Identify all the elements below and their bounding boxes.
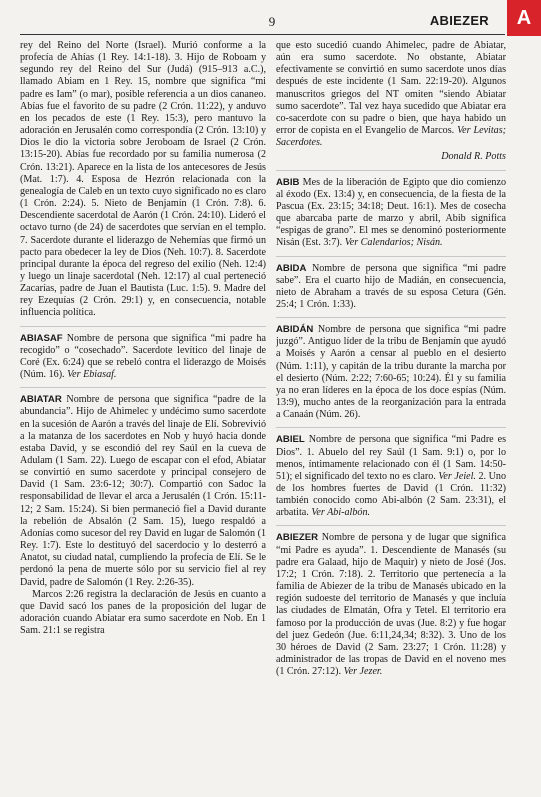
definition-text: Nombre de persona y de lugar que significa “mi Padre es ayuda”. 1. Descendiente de Manasés (su padre era Galaad, hijo de Maquir) y nieto de José (Jos. 17:2; 1 Crón. 7:18). 2. Territorio que pertenecía a la familia de Abiezer de la tribu de Manasés ubicado en la región sudoeste del territorio de Manasés y que incluía las ciudades de Elmatán, Ofra y Tetel. El territorio era famoso por la producción de uvas (Jue. 8:2) y fue hogar del juez Gedeón (Jue. 6:11,24,34; 8:32). 3. Uno de los 30 héroes de David (2 Sam. 23:27; 1 Crón. 11:28) y administrador de las tropas de David en el noveno mes (1 Crón. 27:12). — [276, 532, 506, 678]
entry-abiasaf — [20, 326, 266, 382]
headword: ABIEL — [276, 434, 305, 446]
definition-text: Nombre de persona que significa “padre de la abundancia”. Hijo de Ahimelec y undécimo sumo sacerdote en la sucesión de Aarón a través del linaje de Elí. Sobrevivió a la matanza de los sacerdotes en Nob y huyó hacia donde estaba David, y se escondió del rey Saúl en la cueva de Adulam (1 Sam. 22). Luego de escapar con el efod, Abiatar se convirtió en sumo sacerdote y principal consejero de David (1 Sam. 23:6-12; 30:7). Compartió con Sadoc la responsabilidad de llevar el arca a Jerusalén (1 Crón. 15:11-12; 2 Sam. 15:24). Si bien permaneció fiel a David durante la rebelión de Absalón (2 Sam. 15), luego respaldó a Adonías como sucesor del rey David en lugar de Salomón (1 Rey. 1:7). Este lo destituyó del sacerdocio y lo desterró a Anatot, su ciudad natal, cumpliendo la profecía de Elí. Se le perdonó la pena de muerte sólo por su servicio fiel al rey David, padre de Salomón (1 Rey. 2:26-35). — [20, 394, 266, 588]
entry-abida — [276, 256, 506, 312]
see-also: Ver Abi-albón. — [311, 507, 371, 519]
headword: ABIDA — [276, 262, 307, 274]
see-also: Ver Ebiasaf. — [67, 369, 117, 381]
headword: ABIASAF — [20, 332, 63, 344]
right-column — [276, 40, 506, 780]
see-also: Ver Jeiel. — [438, 470, 476, 482]
definition-text: Marcos 2:26 registra la declaración de Jesús en cuanto a que David sacó los panes de la proposición del lugar de adoración cuando Abiatar era sumo sacerdote en Nob. En 1 Sam. 21:1 se registra — [20, 588, 266, 637]
entry-continuation-text: rey del Reino del Norte (Israel). Murió conforme a la profecía de Ahías (1 Rey. 14:1-18). 3. Hijo de Roboam y segundo rey del Reino del Sur (Judá) (915–913 a.C.), llamado Abiam en 1 Rey. 15, nombre que significa “mi padre es Iam” (o mar), posible referencia a un dios cananeo. Abías fue el favorito de su padre (2 Crón. 11:22), y anduvo en los pecados de este (1 Rey. 15:3), pero mantuvo la adoración en Jerusalén como correspondía (2 Crón. 13:10) y Dios le dio la victoria sobre Jeroboam de Israel (2 Crón. 13:15-20). Abías fue recordado por su familia numerosa (2 Crón. 13:21). Aparece en la lista de los antecesores de Jesús (Mat. 1:7). 4. Esposa de Hezrón relacionada con la genealogía de Caleb en un texto cuyo significado no es claro (1 Crón. 2:24). 5. Nieto de Benjamín (1 Crón. 7:8). 6. Descendiente sacerdotal de Aarón (1 Crón. 24:10). Lideró el octavo turno (de 24) de sacerdotes que servían en el templo. 7. Sacerdote durante el liderazgo de Nehemías que firmó un pacto para obedecer la ley de Dios (Neh. 10:7). 8. Sacerdote principal durante la época del regreso del exilio (Neh. 12:4) y luego un linaje sacerdotal (Neh. 12:17) al cual perteneció Zacarías, padre de Juan el Bautista (Luc. 1:5). 9. Madre del rey Ezequías (2 Crón. 29:1) y, en consecuencia, notable influencia política. — [20, 40, 266, 319]
definition-text: que esto sucedió cuando Ahimelec, padre de Abiatar, aún era sumo sacerdote. No obstante, Abiatar efectivamente se convirtió en sumo sacerdote unos días después de este incidente (1 Sam. 22:19-20). Algunos manuscritos griegos del NT omiten “siendo Abiatar sumo sacerdote”. Tal vez haya sucedido que Abiatar era co-sacerdote con su padre o bien, que haya habido un error de copista en el Evangelio de Marcos. — [276, 40, 506, 137]
page-number: 9 — [268, 14, 276, 29]
definition-text: Nombre de persona que significa “mi padre ha recogido” o “cosechado”. Sacerdote levítico del linaje de Coré (Ex. 6:24) que se rebeló contra el liderazgo de Moisés (Núm. 16). — [20, 332, 266, 381]
entry-abiatar — [20, 387, 266, 637]
definition-text: 2. Uno de los hombres fuertes de David (1 Crón. 11:32) también conocido como Abi-albón (2 Sam. 23:31), el arbatita. — [276, 470, 506, 519]
headword: ABIATAR — [20, 394, 62, 406]
entry-abiezer — [276, 525, 506, 678]
thumb-tab: A — [507, 0, 541, 36]
entry-abiel — [276, 427, 506, 519]
author-signature: Donald R. Potts — [441, 151, 506, 163]
headword: ABIEZER — [276, 532, 319, 544]
definition-text: Nombre de persona que significa “mi padre juzgó”. Antiguo líder de la tribu de Benjamín que ayudó a Moisés y Aarón a censar al pueblo en el desierto (Núm. 1:11), y capitán de la tribu durante la marcha por el desierto (Núm. 2:22; 7:60-65; 10:24). Él y su familia ya no eran líderes en la época de los doce espías (Núm. 13:9), mucho antes de la reorganización para la entrada a Canaán (Núm. 26). — [276, 324, 506, 421]
headword: ABIDÁN — [276, 324, 314, 336]
see-also: Ver Jezer. — [343, 666, 383, 678]
definition-text: Mes de la liberación de Egipto que dio comienzo al éxodo (Ex. 13:4) y, en consecuencia, de la fiesta de la Pascua (Ex. 23:15; 34:18; Deut. 16:1). Mes de cosecha que abarcaba parte de marzo y abril, Abib significa “espigas de grano”. El mes se denominó posteriormente Nisán (Est. 3:7). — [276, 176, 506, 249]
see-also: Ver Levitas; Sacerdotes. — [276, 125, 506, 149]
header-rule — [20, 34, 505, 35]
entry-abidan — [276, 317, 506, 421]
see-also: Ver Calendarios; Nisán. — [344, 237, 443, 249]
headword: ABIB — [276, 176, 300, 188]
left-column — [20, 40, 266, 780]
definition-text: Nombre de persona que significa “mi padre sabe”. Era el cuarto hijo de Madián, en consecuencia, nieto de Abraham a través de su esposa Cetura (Gén. 25:4; 1 Crón. 1:33). — [276, 262, 506, 310]
definition-text: Nombre de persona que significa “mi Padre es Dios”. 1. Abuelo del rey Saúl (1 Sam. 9:1) o, por lo menos, íntimamente relacionado con él (1 Sam. 14:50-51); el significado del texto no es claro. — [276, 434, 506, 482]
entry-abib — [276, 170, 506, 250]
running-head: ABIEZER — [429, 13, 489, 28]
entry-continuation-text — [276, 40, 506, 149]
